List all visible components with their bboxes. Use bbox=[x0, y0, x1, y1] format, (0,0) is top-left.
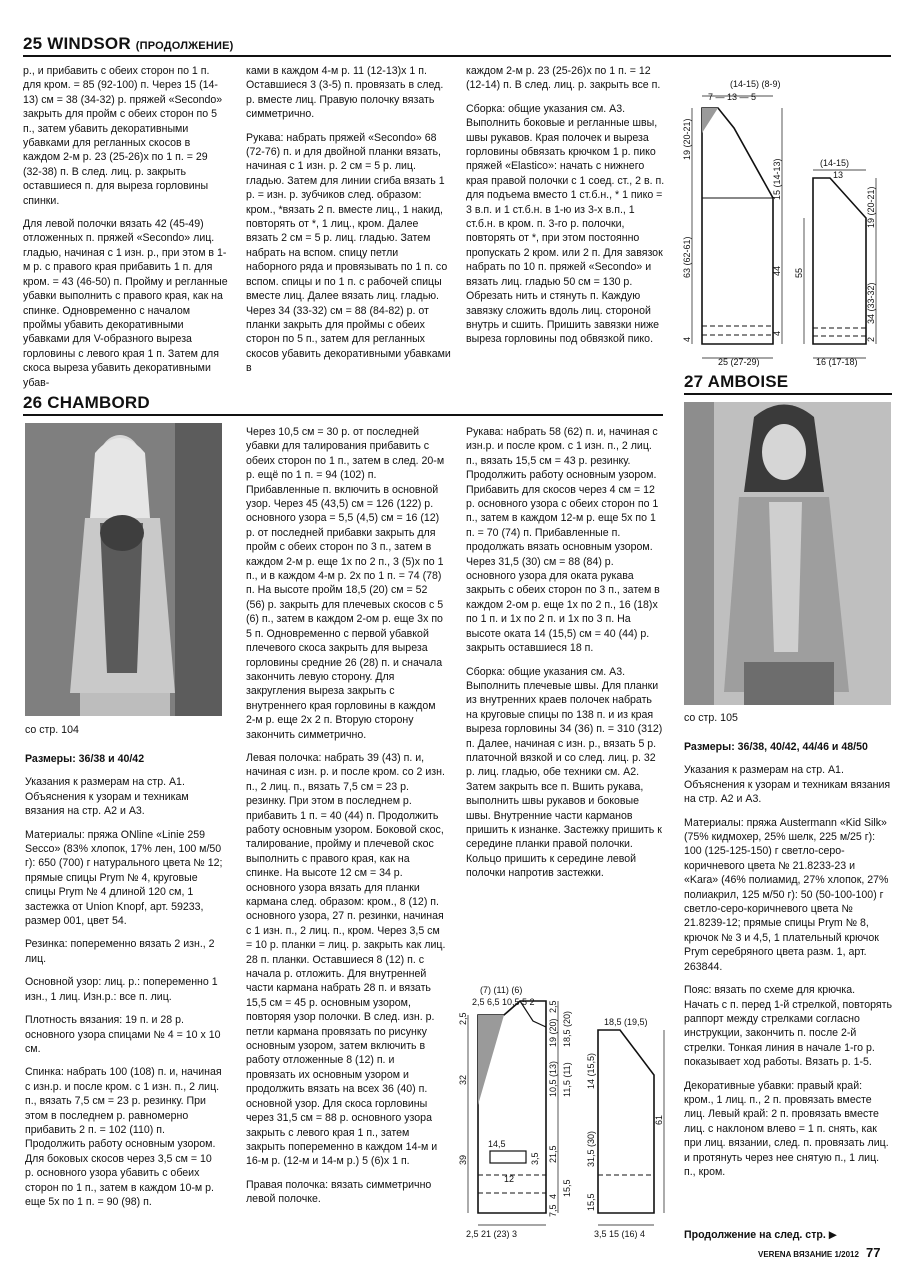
diagram-label: 4 bbox=[772, 330, 782, 336]
chambord-column-2 bbox=[246, 425, 446, 1216]
windsor-text: р., и прибавить с обеих сторон по 1 п. для кром. = 85 (92-100) п. Через 15 (14-13) см = 38 (34-32) р. пряжей «Secondo» закрыть для пройм с обеих сторон по 5 п., затем убавить декоративными убавками для регланных скосов в каждом 2-м р. 23 (25-26)x по 1 п. = 29 (32-38) п. В след. лиц. р. закрыть оставшиеся п. для выреза горловины спинки. bbox=[23, 65, 223, 207]
diagram-label: 16 (17-18) bbox=[816, 357, 858, 367]
diagram-label: 19 (20-21) bbox=[682, 118, 692, 160]
amboise-column bbox=[684, 740, 892, 1188]
diagram-label: (7) (11) (6) bbox=[480, 985, 523, 995]
diagram-label: 2,5 bbox=[548, 1000, 558, 1013]
chambord-text: Плотность вязания: 19 п. и 28 р. основного узора спицами № 4 = 10 x 10 см. bbox=[25, 1014, 221, 1055]
chambord-column-3 bbox=[466, 425, 666, 890]
diagram-label: 18,5 (20) bbox=[562, 1010, 572, 1047]
diagram-label: 15,5 bbox=[562, 1179, 572, 1197]
diagram-label: 7 — 13 — 5 bbox=[708, 92, 757, 102]
diagram-label: 7,5 bbox=[548, 1204, 558, 1217]
diagram-label: 2 bbox=[866, 336, 876, 342]
diagram-label: 3,5 15 (16) 4 bbox=[594, 1229, 646, 1239]
section-26-rule bbox=[23, 414, 663, 416]
windsor-text: Рукава: набрать пряжей «Secondo» 68 (72-76) п. и для двойной планки вязать, начиная с 1 изн. р. 2 см = 5 р. лиц. гладью. Затем для линии сгиба вязать 1 р. = изн. р. зубчиков след. образом: кром., *вязать 2 п. вместе лиц., 1 накид, повторять от *, 1 лиц., кром. Далее вязать 2 см = 5 р. лиц. гладью. Затем набрать на вспом. спицу петли наборного ряда и провязывать по 1 п. со вспом. спицы и по 1 п. с рабочей спицы вместе лиц. Далее вязать лиц. гладью. Через 34 (33-32) см = 88 (84-82) р. от планки закрыть для проймы с обеих сторон по 5 п., затем для регланных скосов убавить декоративными убавками в bbox=[246, 131, 451, 375]
chambord-text: Правая полочка: вязать симметрично левой полочке. bbox=[246, 1178, 432, 1206]
chambord-column-1 bbox=[25, 752, 223, 1218]
diagram-label: 12 bbox=[504, 1174, 515, 1184]
diagram-label: 14 (15,5) bbox=[586, 1052, 596, 1089]
chambord-text: Сборка: общие указания см. А3. Выполнить плечевые швы. Для планки из внутренних краев полочек набрать на круговые спицы по 138 п. и из края выреза горловины 34 (36) п. = 310 (312) п. Далее, начиная с изн. р., вязать 5 р. платочной вязкой и со след. лиц. р. 32 р. лиц. гладью, обе техники см. А2. Затем закрыть все п. Вшить рукава, выполнить швы рукавов и боковые швы. Внутренние части карманов пришить к изнанке. Застежку пришить к середине планки правой полочки. Кольцо пришить к середине левой полочки напротив застежки. bbox=[466, 665, 663, 880]
diagram-label: 10,5 (13) bbox=[548, 1060, 558, 1097]
section-25-suffix: (ПРОДОЛЖЕНИЕ) bbox=[135, 40, 234, 52]
amboise-text: Указания к размерам на стр. А1. Объяснения к узорам и техникам вязания на стр. А2 и А3. bbox=[684, 764, 891, 806]
page-number: 77 bbox=[866, 1245, 881, 1260]
windsor-text: ками в каждом 4-м р. 11 (12-13)x 1 п. Оставшиеся 3 (3-5) п. провязать в след. р. вместе лиц. Правую полочку вязать симметрично. bbox=[246, 65, 444, 121]
diagram-label: 32 bbox=[458, 1074, 468, 1085]
chambord-text: Резинка: попеременно вязать 2 изн., 2 лиц. bbox=[25, 938, 215, 965]
chambord-text: Основной узор: лиц. р.: попеременно 1 изн., 1 лиц. Изн.р.: все п. лиц. bbox=[25, 976, 218, 1003]
diagram-label: 34 (33-32) bbox=[866, 282, 876, 324]
diagram-label: 61 bbox=[654, 1114, 664, 1125]
windsor-text: Для левой полочки вязать 42 (45-49) отложенных п. пряжей «Secondo» лиц. гладью, начиная с 1 изн. р., при этом в 1-м р. с правого края прибавить 1 п. для кром. = 43 (46-50) п. Пройму и регланные убавки выполнить с правого края, как на спинке. Одновременно с началом проймы убавить декоративными убавками для V-образного выреза горловины с левого края 1 п. Затем для скоса выреза убавить декоративными убав- bbox=[23, 218, 228, 389]
section-26-title: 26 CHAMBORD bbox=[23, 393, 150, 412]
diagram-label: 15 (14-13) bbox=[772, 158, 782, 200]
diagram-label: 21,5 bbox=[548, 1145, 558, 1163]
diagram-label: 19 (20) bbox=[548, 1018, 558, 1047]
amboise-sizes: Размеры: 36/38, 40/42, 44/46 и 48/50 bbox=[684, 741, 868, 753]
chambord-photo-caption: со стр. 104 bbox=[25, 724, 79, 736]
diagram-label: 4 bbox=[682, 336, 692, 342]
amboise-text: Материалы: пряжа Austermann «Kid Silk» (75% кидмохер, 25% шелк, 225 м/25 г): 100 (125-125-150) г светло-серо-коричневого цвета № 21.8233-23 и «Kara» (46% полиамид, 27% хлопок, 27% полиакрил, 125 м/50 г): 50 (50-100-100) г светло-серо-коричневого цвета № 21.8239-12; прямые спицы Prym № 8, крючок № 3 и 4,5, 1 плательный крючок Prym серебряного цвета разм. 1, арт. 263844. bbox=[684, 816, 889, 973]
amboise-photo bbox=[684, 402, 891, 705]
chambord-text: Указания к размерам на стр. А1. Объяснения к узорам и техникам вязания на стр. А2 и А3. bbox=[25, 776, 189, 818]
chambord-text: Спинка: набрать 100 (108) п. и, начиная с изн.р. и после кром. с 1 изн. п., 2 лиц. п., вязать 7,5 см = 23 р. резинку. При этом в последнем р. равномерно прибавить 2 п. = 102 (110) п. Продолжить работу основным узором. Для боковых скосов через 3,5 см = 10 р. основного узора убавить с обеих сторон по 1 п., затем в каждом 10-м р. еще 5x по 1 п. = 90 (98) п. bbox=[25, 1066, 222, 1208]
diagram-label: 14,5 bbox=[488, 1139, 506, 1149]
diagram-label: 44 bbox=[772, 265, 782, 276]
section-27-title: 27 AMBOISE bbox=[684, 372, 789, 391]
chambord-sizes: Размеры: 36/38 и 40/42 bbox=[25, 753, 145, 765]
header-rule bbox=[23, 55, 891, 57]
chambord-photo bbox=[25, 423, 222, 716]
amboise-text: Декоративные убавки: правый край: кром., 1 лиц. п., 2 п. провязать вместе лиц. Левый край: 2 п. провязать вместе лиц. с наклоном влево = 1 п. снять, как при лиц. вязании, след. п. провязать лиц. и протянуть через нее снятую п., 1 лиц. п., кром. bbox=[684, 1079, 889, 1178]
magazine-name: VERENA ВЯЗАНИЕ 1/2012 bbox=[758, 1250, 859, 1259]
chambord-text: Материалы: пряжа ONline «Linie 259 Secco» (83% хлопок, 17% лен, 100 м/50 г): 650 (700) г натурального цвета № 12; прямые спицы Prym № 4, круговые спицы Prym № 4 длиной 120 см, 1 застежка от Union Knopf, арт. 59233, размер 001, цвет 54. bbox=[25, 828, 223, 928]
continue-next-page: Продолжение на след. стр. ▶ bbox=[684, 1229, 837, 1241]
section-25-name: 25 WINDSOR bbox=[23, 34, 131, 53]
diagram-label: 55 bbox=[794, 267, 804, 278]
diagram-label: (14-15) bbox=[820, 158, 850, 168]
windsor-column-3 bbox=[466, 64, 666, 356]
windsor-pattern-diagram bbox=[678, 78, 893, 373]
diagram-label: 2,5 21 (23) 3 bbox=[466, 1229, 518, 1239]
diagram-label: 18,5 (19,5) bbox=[604, 1017, 648, 1027]
diagram-label: 25 (27-29) bbox=[718, 357, 760, 367]
diagram-label: 31,5 (30) bbox=[586, 1130, 596, 1167]
chambord-pattern-diagram bbox=[458, 985, 680, 1243]
chambord-text: Левая полочка: набрать 39 (43) п. и, начиная с изн. р. и после кром. со 2 изн. п., 2 лиц. п., вязать 7,5 см = 23 р. резинку. При этом в последнем р. прибавить 1 п. = 40 (44) п. Продолжить работу основным узором. Боковой скос, талирование, пройму и плечевой скос выполнить с правого края, как на спинке. На высоте 12 см = 34 р. основного узора вязать для планки кармана след. образом: кром., 8 (12) п. основного узора, 27 п. резинки, начиная с 1 изн. п., 2 лиц. п., кром. Через 3,5 см = 10 р. планки = лиц. р. закрыть как лиц. 28 п. планки. Оставшиеся 8 (12) п. с начала р. отложить. Для внутренней части кармана набрать 28 п. и вязать 15,5 см = 45 р. основным узором, повторяя узор полочки. В след. изн. р. петли кармана провязать по рисунку основным узором, затем включить в работу отложенные 8 (12) п. и провязать их основным узором и продолжить вязать на всех 36 (40) п. основной узор. Для скоса горловины через 31,5 см = 88 р. основного узора закрыть с левого края 1 п., затем закрыть попеременно в каждом 14-м и 16-м р. (12-м и 14-м р.) 5 (6)x 1 п. bbox=[246, 751, 446, 1168]
diagram-label: 11,5 (11) bbox=[562, 1062, 572, 1097]
diagram-label: 39 bbox=[458, 1154, 468, 1165]
amboise-photo-caption: со стр. 105 bbox=[684, 712, 738, 724]
diagram-label: 2,5 6,5 10,5 5 2 bbox=[472, 997, 535, 1007]
windsor-column-2 bbox=[246, 64, 451, 385]
diagram-label: 4 bbox=[548, 1193, 558, 1199]
diagram-label: 19 (20-21) bbox=[866, 186, 876, 228]
diagram-label: 3,5 bbox=[530, 1152, 540, 1165]
chambord-text: Через 10,5 см = 30 р. от последней убавки для талирования прибавить с обеих сторон по 1 п., затем в след. 20-м р. ещё по 1 п. = 94 (102) п. Прибавленные п. включить в основной узор. Через 45 (43,5) см = 126 (122) р. основного узора = 5,5 (4,5) см = 16 (12) р. от последней прибавки закрыть для пройм с обеих сторон по 3 п., затем в каждом 2-м р. еще 1x по 2 п., 3 (5)x по 1 п., и в каждом 4-м р. 2x по 1 п. = 74 (78) п. На высоте пройм 18,5 (20) см = 52 (56) р. закрыть для плечевых скосов с 5 (6) п., затем в каждом 2-ом р. еще 3x по 5 п. Одновременно с первой убавкой плечевого скоса закрыть для выреза горловины средние 26 (28) п. и сначала закончить левую сторону. Для закругления выреза закрыть с внутреннего края горловины в каждом 2-м р. еще 2x 2 п. Вторую сторону закончить симметрично. bbox=[246, 426, 445, 741]
diagram-label: 13 bbox=[833, 170, 844, 180]
diagram-label: 63 (62-61) bbox=[682, 236, 692, 278]
section-27-rule bbox=[684, 393, 892, 395]
chambord-text: Рукава: набрать 58 (62) п. и, начиная с изн.р. и после кром. с 1 изн. п., 2 лиц. п., вязать 15,5 см = 43 р. резинку. Продолжить работу основным узором. Прибавить для скосов через 4 см = 12 р. основного узора с обеих сторон по 1 п., затем в каждом 12-м р. еще 5x по 1 п. = 70 (74) п. Прибавленные п. продолжать вязать основным узором. Через 31,5 (30) см = 88 (84) р. основного узора для оката рукава закрыть с обеих сторон по 3 п., затем в каждом 2-ом р. еще 1x по 2 п., 16 (18)x по 1 п. и 1x по 2 п. и 1x по 3 п. На высоте оката 14 (15,5) см = 40 (44) р. закрыть оставшиеся 18 п. bbox=[466, 426, 660, 655]
windsor-column-1 bbox=[23, 64, 228, 399]
diagram-label: 15,5 bbox=[586, 1193, 596, 1211]
amboise-text: Пояс: вязать по схеме для крючка. Начать с п. перед 1-й стрелкой, повторять раппорт между стрелками согласно инструкции, закончить п. после 2-й стрелки. Тонкая линия в начале 1-го р. показывает ход работы. Вязать р. 1-5. bbox=[684, 984, 892, 1069]
diagram-label: (14-15) (8-9) bbox=[730, 79, 781, 89]
section-25-title bbox=[23, 34, 233, 54]
windsor-text: каждом 2-м р. 23 (25-26)x по 1 п. = 12 (12-14) п. В след. лиц. р. закрыть все п. bbox=[466, 65, 661, 92]
windsor-text: Сборка: общие указания см. А3. Выполнить боковые и регланные швы, швы рукавов. Края полочек и выреза горловины обвязать крючком 1 р. пико пряжей «Elastico»: начать с нижнего края правой полочки с 1 соед. ст., 2 в. п. для подъема вместо 1 ст.б.н., * 1 пико = 3 в.п. и 1 ст.б.н. в 1-ю из 3-х в.п., 1 ст.б.н. в кром. п. 3-го р. полочки, повторять от *, при этом постоянно пропускать 2 кром. или 2 п. Для завязок набрать по 10 п. пряжей «Secondo» и вязать лиц. гладью 50 см = 130 р. Обрезать нить и стянуть п. Каждую завязку сложить вдоль лиц. стороной внутрь и сшить. Пришить завязки ниже выреза горловины под обвязкой пико. bbox=[466, 102, 665, 346]
diagram-label: 2,5 bbox=[458, 1012, 468, 1025]
